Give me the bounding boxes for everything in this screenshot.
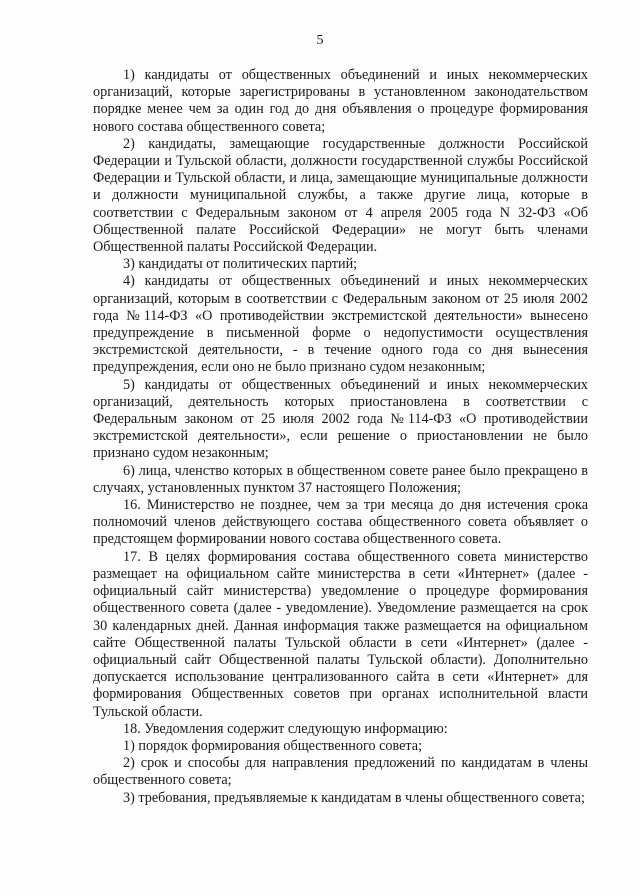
- paragraph-clause-18-item-2: 2) срок и способы для направления предложений по кандидатам в члены общественного совета;: [93, 755, 588, 789]
- paragraph-item-2: 2) кандидаты, замещающие государственные должности Российской Федерации и Тульской области, должности государственной службы Российской Федерации и Тульской области, и лица, замещающие муниципальные должности и должности муниципальной службы, а также другие лица, которые в соответствии с Федеральным законом от 4 апреля 2005 года N 32-ФЗ «Об Общественной палате Российской Федерации» не могут быть членами Общественной палаты Российской Федерации.: [93, 135, 588, 256]
- paragraph-item-4: 4) кандидаты от общественных объединений и иных некоммерческих организаций, которым в соответствии с Федеральным законом от 25 июля 2002 года №114-ФЗ «О противодействии экстремистской деятельности» вынесено предупреждение в письменной форме о недопустимости осуществления экстремистской деятельности, - в течение одного года со дня вынесения предупреждения, если оно не было признано судом незаконным;: [93, 273, 588, 376]
- paragraph-item-5: 5) кандидаты от общественных объединений и иных некоммерческих организаций, деятельность которых приостановлена в соответствии с Федеральным законом от 25 июля 2002 года №114-ФЗ «О противодействии экстремистской деятельности», если решение о приостановлении не было признано судом незаконным;: [93, 376, 588, 462]
- paragraph-clause-17: 17. В целях формирования состава общественного совета министерство размещает на официальном сайте министерства в сети «Интернет» (далее - официальный сайт министерства) уведомление о процедуре формирования общественного совета (далее - уведомление). Уведомление размещается на срок 30 календарных дней. Данная информация также размещается на официальном сайте Общественной палаты Тульской области в сети «Интернет» (далее - официальный сайт Общественной палаты Тульской области). Дополнительно допускается использование централизованного сайта в сети «Интернет» для формирования Общественных советов при органах исполнительной власти Тульской области.: [93, 548, 588, 720]
- paragraph-item-1: 1) кандидаты от общественных объединений и иных некоммерческих организаций, которые зарегистрированы в установленном законодательством порядке менее чем за один год до дня объявления о процедуре формирования нового состава общественного совета;: [93, 67, 588, 135]
- paragraph-item-3: 3) кандидаты от политических партий;: [123, 256, 358, 273]
- paragraph-clause-18-item-3: 3) требования, предъявляемые к кандидатам в члены общественного совета;: [123, 789, 585, 806]
- document-body: [93, 67, 588, 807]
- paragraph-clause-18: 18. Уведомления содержит следующую информацию:: [123, 720, 448, 737]
- paragraph-clause-16: 16. Министерство не позднее, чем за три месяца до дня истечения срока полномочий членов действующего состава общественного совета объявляет о предстоящем формировании нового состава общественного совета.: [93, 497, 588, 548]
- paragraph-clause-18-item-1: 1) порядок формирования общественного совета;: [123, 737, 423, 754]
- paragraph-item-6: 6) лица, членство которых в общественном совете ранее было прекращено в случаях, установленных пунктом 37 настоящего Положения;: [93, 462, 588, 496]
- page-number: 5: [316, 33, 324, 48]
